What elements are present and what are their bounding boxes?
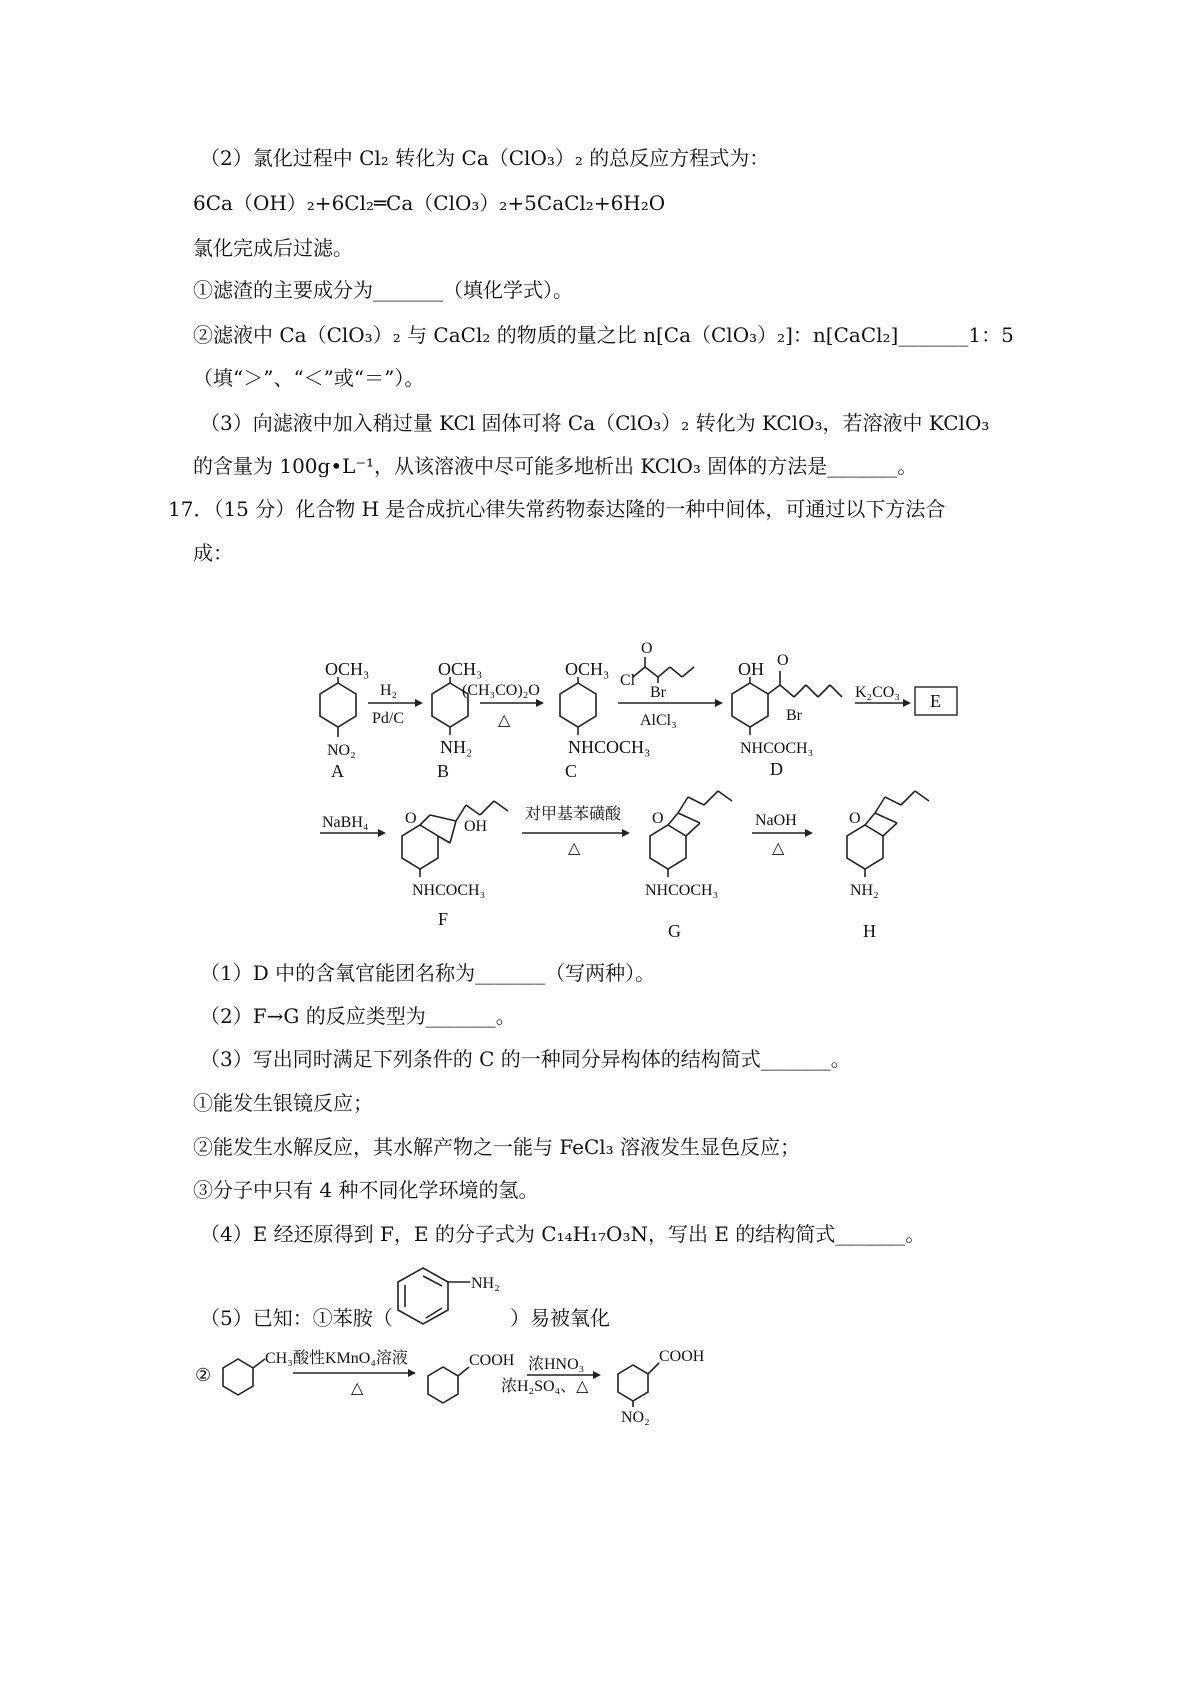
synthesis-scheme xyxy=(300,625,980,945)
q17-sub3-cond3: ③分子中只有 4 种不同化学环境的氢。 xyxy=(193,1178,539,1202)
svg-text:NH₂: NH₂ xyxy=(471,1275,500,1292)
svg-text:O: O xyxy=(849,810,861,827)
q17-intro-a: 17．（15 分）化合物 H 是合成抗心律失常药物泰达隆的一种中间体，可通过以下方法合 xyxy=(168,497,946,521)
q17-sub5-a: （5）已知：①苯胺（ xyxy=(200,1306,393,1330)
q17-intro-b: 成： xyxy=(193,541,233,565)
svg-text:D: D xyxy=(770,759,783,779)
svg-text:酸性KMnO₄溶液: 酸性KMnO₄溶液 xyxy=(293,1350,408,1367)
svg-text:OH: OH xyxy=(464,818,488,835)
q16-part2-line3: 氯化完成后过滤。 xyxy=(193,236,353,260)
q17-sub3-cond2: ②能发生水解反应，其水解产物之一能与 FeCl₃ 溶液发生显色反应； xyxy=(193,1135,801,1159)
svg-text:O: O xyxy=(641,640,653,657)
q17-sub3: （3）写出同时满足下列条件的 C 的一种同分异构体的结构简式_______。 xyxy=(200,1047,851,1071)
svg-text:E: E xyxy=(930,691,941,711)
svg-text:O: O xyxy=(405,810,417,827)
svg-text:OCH₃: OCH₃ xyxy=(438,659,483,679)
svg-text:F: F xyxy=(438,909,449,929)
svg-text:OH: OH xyxy=(738,659,764,679)
svg-text:NaBH₄: NaBH₄ xyxy=(322,814,369,831)
svg-text:②: ② xyxy=(195,1365,212,1385)
arrow-e-to-f xyxy=(320,814,386,837)
svg-text:G: G xyxy=(668,921,681,941)
arrow-d-to-e xyxy=(855,684,911,707)
svg-text:NHCOCH₃: NHCOCH₃ xyxy=(645,882,719,899)
arrow-f-to-g xyxy=(522,804,630,857)
q16-part3-a: （3）向滤液中加入稍过量 KCl 固体可将 Ca（ClO₃）₂ 转化为 KClO₃，若溶液中 KClO₃ xyxy=(200,411,990,435)
svg-text:B: B xyxy=(437,761,450,781)
q17-sub3-cond1: ①能发生银镜反应； xyxy=(193,1091,373,1115)
q17-sub2: （2）F→G 的反应类型为_______。 xyxy=(200,1004,516,1028)
svg-text:H₂: H₂ xyxy=(380,682,398,699)
svg-text:△: △ xyxy=(772,840,785,857)
arrow-c-to-d xyxy=(618,640,723,729)
svg-text:OCH₃: OCH₃ xyxy=(565,659,610,679)
svg-text:O: O xyxy=(777,652,789,669)
arrow-a-to-b xyxy=(368,682,423,727)
svg-text:NHCOCH₃: NHCOCH₃ xyxy=(568,737,651,757)
compound-b xyxy=(432,659,482,781)
aniline-structure xyxy=(378,1258,508,1338)
q17-sub5-b: ）易被氧化 xyxy=(510,1306,610,1330)
q16-part3-b: 的含量为 100g•L⁻¹，从该溶液中尽可能多地析出 KClO₃ 固体的方法是_______。 xyxy=(193,454,918,478)
q17-sub4: （4）E 经还原得到 F，E 的分子式为 C₁₄H₁₇O₃N，写出 E 的结构简式_______。 xyxy=(200,1222,926,1246)
q16-sub2-a: ②滤液中 Ca（ClO₃）₂ 与 CaCl₂ 的物质的量之比 n[Ca（ClO₃）₂]：n[CaCl₂]_______1：5 xyxy=(193,323,1014,347)
svg-text:K₂CO₃: K₂CO₃ xyxy=(855,684,900,701)
svg-text:O: O xyxy=(652,810,664,827)
svg-text:NaOH: NaOH xyxy=(755,812,797,829)
svg-text:COOH: COOH xyxy=(659,1348,705,1365)
q16-sub2-b: （填“＞”、“＜”或“＝”）。 xyxy=(193,366,425,390)
svg-text:C: C xyxy=(565,761,578,781)
arrow-b-to-c xyxy=(462,682,544,729)
svg-text:H: H xyxy=(863,921,876,941)
svg-text:△: △ xyxy=(498,712,511,729)
svg-text:NH₂: NH₂ xyxy=(440,737,473,757)
q16-sub1: ①滤渣的主要成分为_______（填化学式）。 xyxy=(193,278,573,302)
q17-sub1: （1）D 中的含氧官能团名称为_______（写两种）。 xyxy=(200,961,656,985)
compound-c xyxy=(560,659,650,781)
svg-text:△: △ xyxy=(351,1380,364,1397)
svg-text:Br: Br xyxy=(650,684,666,701)
svg-text:CH₃: CH₃ xyxy=(265,1350,293,1367)
svg-text:A: A xyxy=(331,761,344,781)
svg-text:(CH₃CO)₂O: (CH₃CO)₂O xyxy=(462,682,540,699)
svg-text:Pd/C: Pd/C xyxy=(372,710,405,727)
svg-text:浓H₂SO₄、△: 浓H₂SO₄、△ xyxy=(501,1378,589,1395)
svg-text:对甲基苯磺酸: 对甲基苯磺酸 xyxy=(525,806,622,823)
toluene-oxidation-scheme xyxy=(193,1345,723,1425)
svg-text:Br: Br xyxy=(786,707,802,724)
svg-text:AlCl₃: AlCl₃ xyxy=(640,712,677,729)
svg-text:NHCOCH₃: NHCOCH₃ xyxy=(740,740,814,757)
compound-a xyxy=(320,659,369,781)
compound-h xyxy=(847,791,929,941)
arrow-g-to-h xyxy=(752,812,813,857)
svg-text:COOH: COOH xyxy=(469,1352,515,1369)
svg-text:OCH₃: OCH₃ xyxy=(325,659,370,679)
q16-part2-line1: （2）氯化过程中 Cl₂ 转化为 Ca（ClO₃）₂ 的总反应方程式为： xyxy=(200,146,770,170)
svg-text:Cl: Cl xyxy=(620,672,636,689)
compound-g xyxy=(645,791,732,941)
q16-equation: 6Ca（OH）₂+6Cl₂═Ca（ClO₃）₂+5CaCl₂+6H₂O xyxy=(193,191,666,215)
svg-text:浓HNO₃: 浓HNO₃ xyxy=(528,1356,585,1373)
compound-d xyxy=(732,652,842,779)
svg-text:NH₂: NH₂ xyxy=(850,882,879,899)
svg-text:NHCOCH₃: NHCOCH₃ xyxy=(412,882,486,899)
svg-text:NO₂: NO₂ xyxy=(327,742,356,759)
compound-e-box xyxy=(915,687,957,715)
svg-text:NO₂: NO₂ xyxy=(621,1409,650,1425)
svg-text:△: △ xyxy=(568,840,581,857)
compound-f xyxy=(402,801,508,929)
